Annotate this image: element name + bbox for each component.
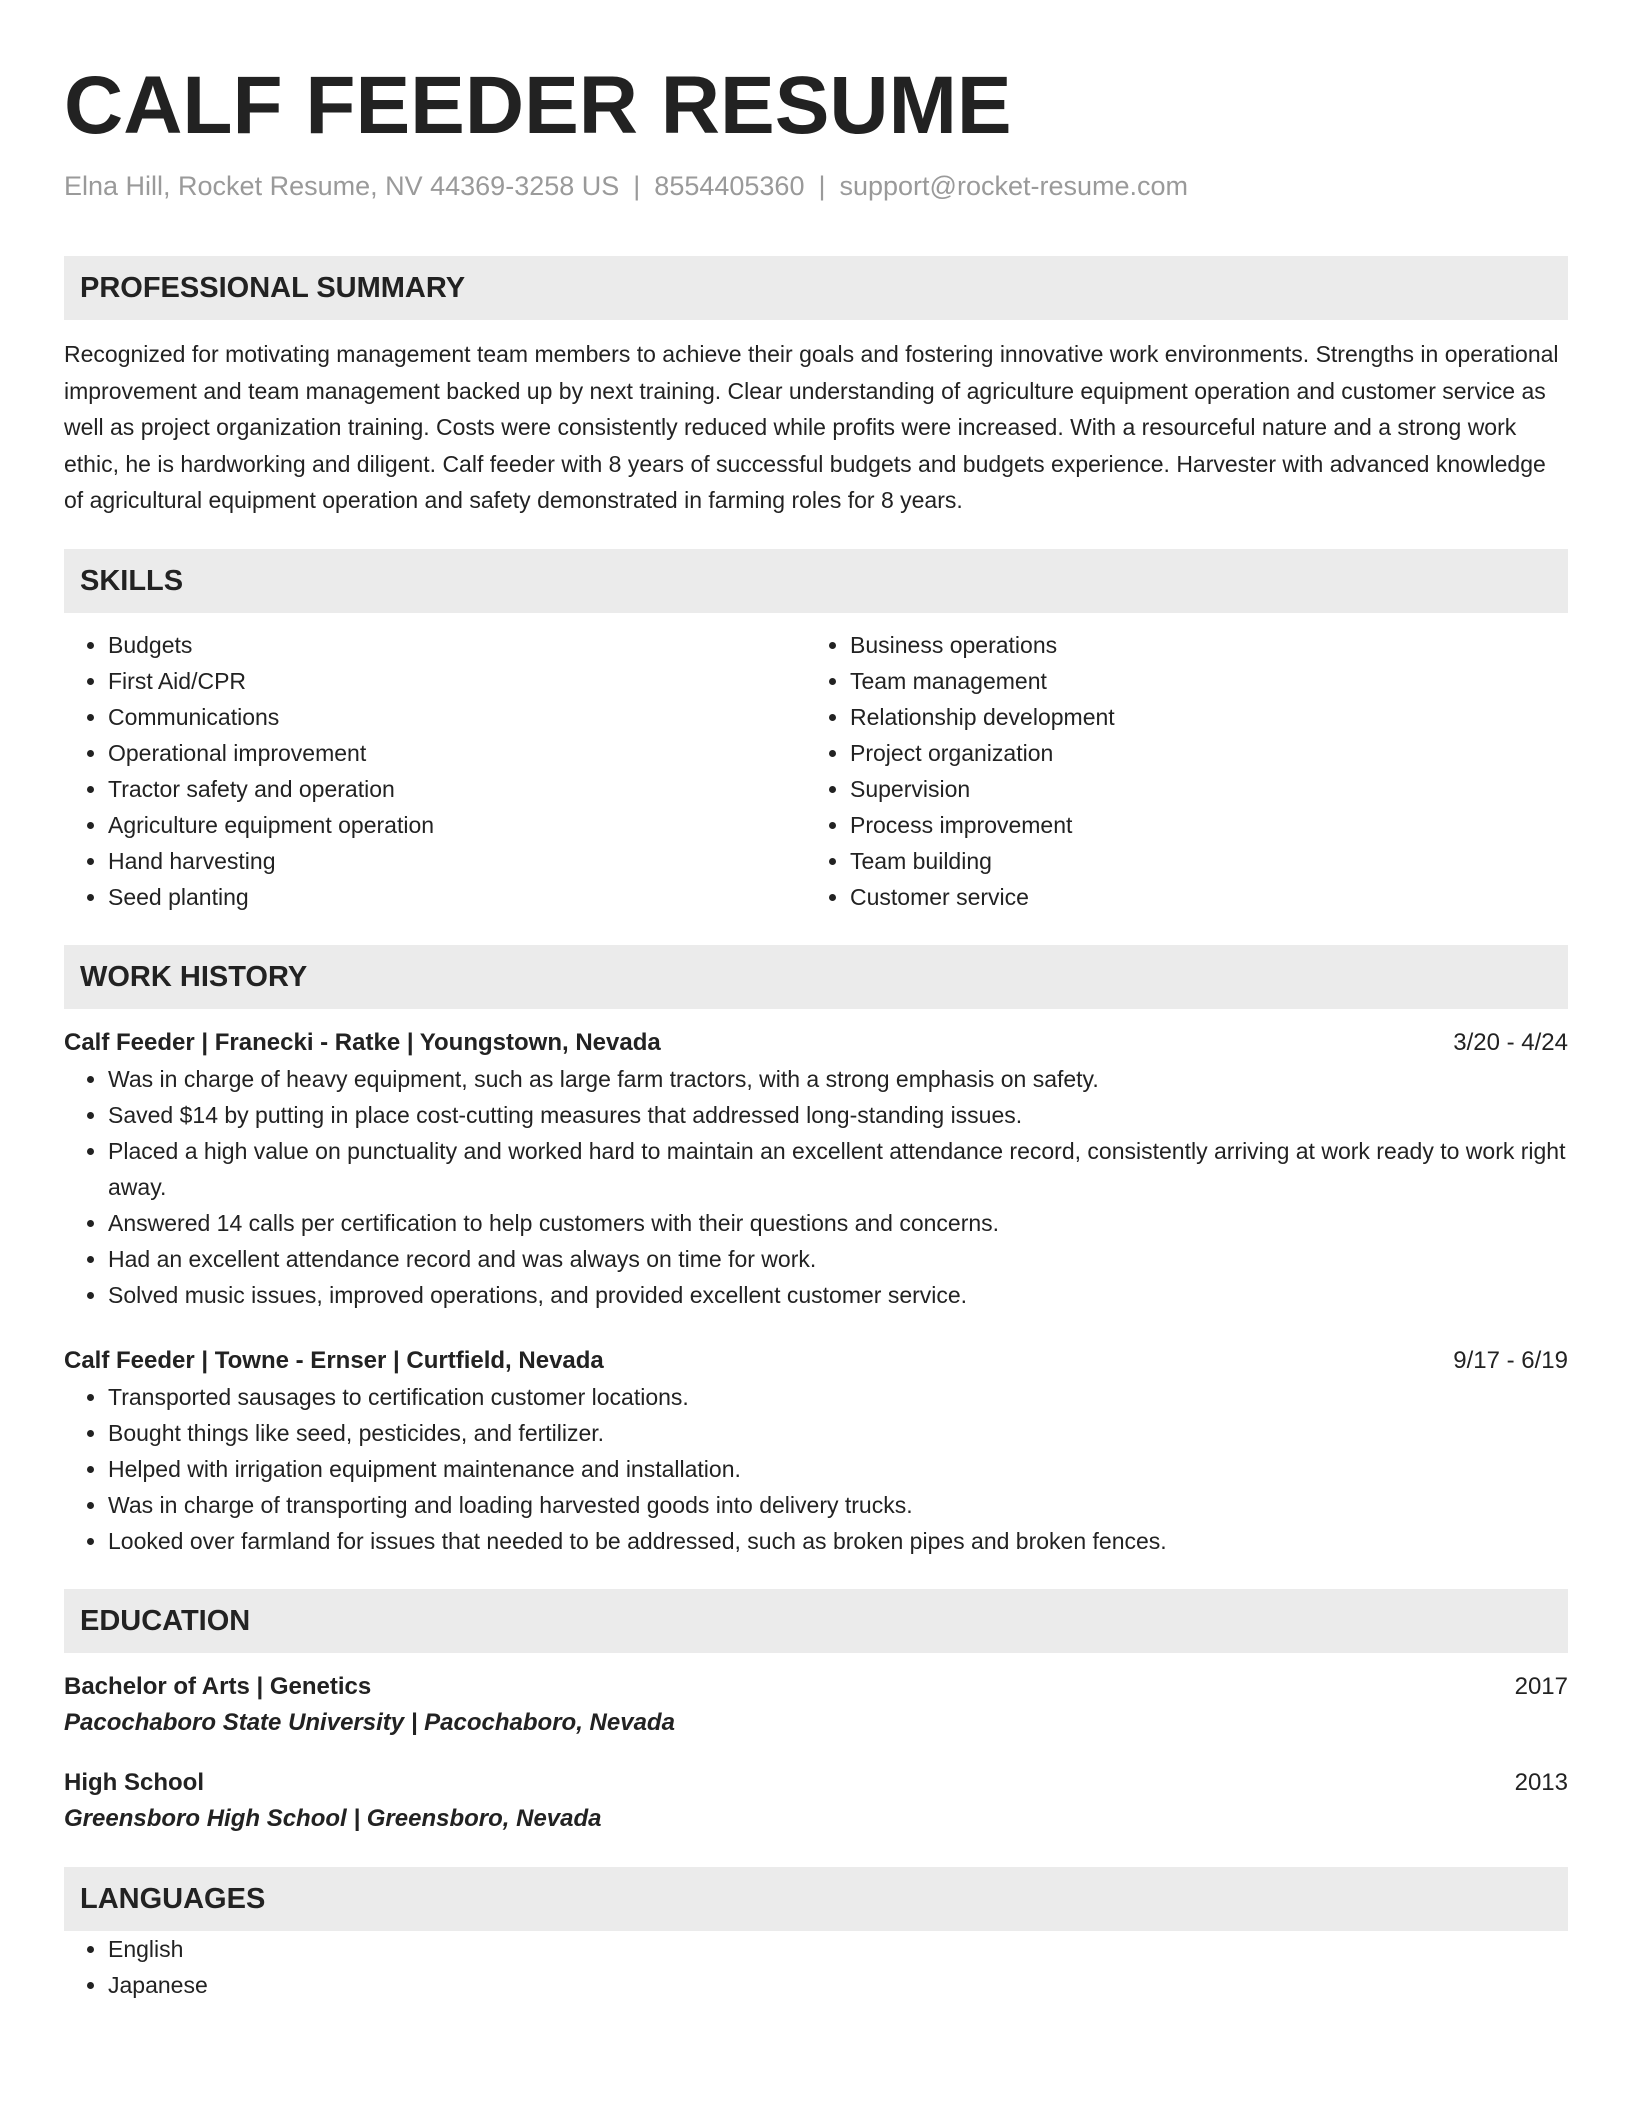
- skill-item: • Budgets: [108, 627, 806, 663]
- contact-separator: |: [818, 171, 826, 201]
- job-bullet: • Answered 14 calls per certification to help customers with their questions and concerns.: [108, 1205, 1568, 1241]
- summary-text: Recognized for motivating management team members to achieve their goals and fostering innovative work environments. Strengths in operational improvement and team management backed up by next training. Clear understanding of agriculture equipment operation and customer service as well as project organization training. Costs were consistently reduced while profits were increased. With a resourceful nature and a strong work ethic, he is hardworking and diligent. Calf feeder with 8 years of successful budgets and budgets experience. Harvester with advanced knowledge of agricultural equipment operation and safety demonstrated in farming roles for 8 years.: [64, 341, 1559, 513]
- job-bullets: [64, 1061, 1568, 1313]
- job-bullet: • Was in charge of transporting and loading harvested goods into delivery trucks.: [108, 1487, 1568, 1523]
- resume-title: CALF FEEDER RESUME: [64, 60, 1012, 151]
- education-header: [64, 1669, 1568, 1705]
- education-heading: EDUCATION: [64, 1589, 1568, 1653]
- skill-item: • Project organization: [850, 735, 1548, 771]
- skill-item: • Agriculture equipment operation: [108, 807, 806, 843]
- education-header: [64, 1765, 1568, 1801]
- summary-heading: PROFESSIONAL SUMMARY: [64, 256, 1568, 320]
- education-entry: [64, 1765, 1568, 1837]
- contact-email: support@rocket-resume.com: [839, 171, 1189, 201]
- resume-page: [64, 0, 1568, 2003]
- contact-separator: |: [633, 171, 641, 201]
- education-degree: Bachelor of Arts | Genetics: [64, 1672, 372, 1700]
- skills-column-left: [64, 627, 806, 915]
- job-bullet: • Had an excellent attendance record and was always on time for work.: [108, 1241, 1568, 1277]
- education-year: 2017: [1514, 1672, 1568, 1700]
- language-item: • English: [108, 1931, 1568, 1967]
- skill-item: • First Aid/CPR: [108, 663, 806, 699]
- skill-item: • Operational improvement: [108, 735, 806, 771]
- job-bullet: • Saved $14 by putting in place cost-cutting measures that addressed long-standing issues.: [108, 1097, 1568, 1133]
- education-year: 2013: [1514, 1768, 1568, 1796]
- job-title: Calf Feeder | Franecki - Ratke | Youngstown, Nevada: [64, 1028, 661, 1056]
- job-dates: 3/20 - 4/24: [1453, 1028, 1568, 1056]
- job-bullet: • Looked over farmland for issues that needed to be addressed, such as broken pipes and broken fences.: [108, 1523, 1568, 1559]
- skill-item: • Process improvement: [850, 807, 1548, 843]
- languages-heading: LANGUAGES: [64, 1867, 1568, 1931]
- skills-column-right: [806, 627, 1548, 915]
- job-bullet: • Transported sausages to certification customer locations.: [108, 1379, 1568, 1415]
- job-bullet: • Placed a high value on punctuality and worked hard to maintain an excellent attendance record, consistently arriving at work ready to work right away.: [108, 1133, 1568, 1205]
- education-school: Greensboro High School | Greensboro, Nevada: [64, 1804, 602, 1832]
- job-bullet: • Bought things like seed, pesticides, and fertilizer.: [108, 1415, 1568, 1451]
- contact-phone: 8554405360: [654, 171, 805, 201]
- work-history-heading: WORK HISTORY: [64, 945, 1568, 1009]
- job-title: Calf Feeder | Towne - Ernser | Curtfield, Nevada: [64, 1346, 604, 1374]
- languages-list: [64, 1931, 1568, 2003]
- job-entry: [64, 1343, 1568, 1559]
- skill-item: • Relationship development: [850, 699, 1548, 735]
- skill-item: • Seed planting: [108, 879, 806, 915]
- contact-address: Elna Hill, Rocket Resume, NV 44369-3258 US: [64, 171, 620, 201]
- skill-item: • Team building: [850, 843, 1548, 879]
- job-bullet: • Was in charge of heavy equipment, such as large farm tractors, with a strong emphasis on safety.: [108, 1061, 1568, 1097]
- skill-item: • Customer service: [850, 879, 1548, 915]
- job-bullets: [64, 1379, 1568, 1559]
- job-header: [64, 1025, 1568, 1061]
- skill-item: • Team management: [850, 663, 1548, 699]
- skill-item: • Communications: [108, 699, 806, 735]
- job-dates: 9/17 - 6/19: [1453, 1346, 1568, 1374]
- skill-item: • Tractor safety and operation: [108, 771, 806, 807]
- job-bullet: • Solved music issues, improved operations, and provided excellent customer service.: [108, 1277, 1568, 1313]
- skills-list: [64, 627, 1568, 915]
- skill-item: • Business operations: [850, 627, 1548, 663]
- skill-item: • Supervision: [850, 771, 1548, 807]
- education-degree: High School: [64, 1768, 204, 1796]
- contact-line: [64, 168, 1568, 204]
- job-bullet: • Helped with irrigation equipment maintenance and installation.: [108, 1451, 1568, 1487]
- job-header: [64, 1343, 1568, 1379]
- skills-heading: SKILLS: [64, 549, 1568, 613]
- job-entry: [64, 1025, 1568, 1313]
- language-item: • Japanese: [108, 1967, 1568, 2003]
- skill-item: • Hand harvesting: [108, 843, 806, 879]
- education-school: Pacochaboro State University | Pacochaboro, Nevada: [64, 1708, 675, 1736]
- education-entry: [64, 1669, 1568, 1741]
